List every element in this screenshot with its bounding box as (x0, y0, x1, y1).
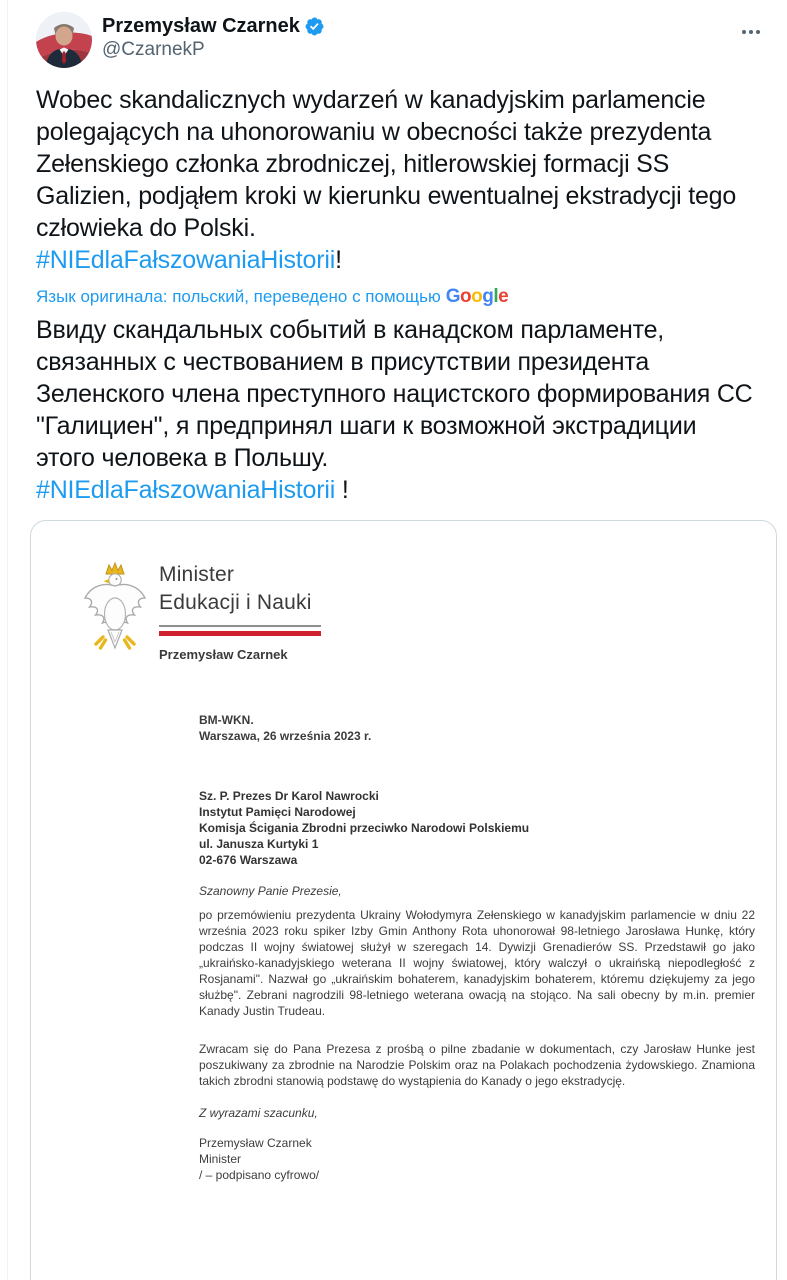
author-identity (102, 12, 325, 62)
tweet-text-polish (36, 84, 761, 276)
user-handle[interactable]: @CzarnekP (102, 39, 205, 60)
flag-bar (159, 625, 321, 636)
avatar-image (36, 12, 92, 68)
addressee-line: Instytut Pamięci Narodowej (199, 805, 356, 819)
letter-header (81, 561, 730, 662)
tweet-body-polish: Wobec skandalicznych wydarzeń w kanadyjskim parlamencie polegających na uhonorowaniu w obecności także prezydenta Zełenskiego członka zbrodniczej, hitlerowskiej formacji SS Galizien, podjąłem kroki w kierunku ewentualnej ekstradycji tego człowieka do Polski. (36, 86, 737, 242)
letter-paragraph-1: po przemówieniu prezydenta Ukrainy Wołodymyra Zełenskiego w kanadyjskim parlamencie w dniu 22 września 2023 roku spiker Izby Gmin Anthony Rota uhonorował 98-letniego Jarosława Hunkę, który podczas II wojny światowej służył w szeregach 14. Dywizji Grenadierów SS. Przedstawił go jako „ukraińsko-kanadyjskiego weterana II wojny światowej, który walczył o ukraińską niepodległość z Rosjanami". Nazwał go „ukraińskim bohaterem, kanadyjskim bohaterem, któremu dziękujemy za jego służbę". Zebrani nagrodzili 98-letniego weterana owacją na stojąco. Na sali obecny by m.in. premier Kanady Justin Trudeau. (199, 908, 755, 1018)
addressee-line: Sz. P. Prezes Dr Karol Nawrocki (199, 789, 379, 803)
addressee-line: ul. Janusza Kurtyki 1 (199, 837, 319, 851)
letter-date: Warszawa, 26 września 2023 r. (199, 729, 372, 743)
attached-image-card[interactable] (30, 520, 777, 1280)
tweet-header (0, 0, 787, 68)
ministry-block (159, 561, 321, 662)
ministry-title-line1: Minister (159, 563, 235, 586)
author-name-row (102, 14, 325, 38)
letter-document (31, 521, 776, 1183)
google-letter: g (482, 286, 494, 307)
signature-title: Minister (199, 1152, 242, 1166)
google-letter: G (445, 286, 460, 307)
translation-notice-label: Язык оригинала: польский, переведено с помощью (36, 287, 441, 306)
translation-notice-link[interactable] (36, 286, 761, 308)
more-options-button[interactable] (739, 12, 763, 49)
reference-block (199, 712, 755, 744)
signature-block (199, 1135, 755, 1183)
minister-name: Przemysław Czarnek (159, 647, 288, 662)
salutation: Szanowny Panie Prezesie, (199, 884, 342, 898)
hashtag-link-russian[interactable]: #NIEdlaFałszowaniaHistorii (36, 476, 336, 504)
google-letter: e (498, 286, 509, 307)
google-logo-icon (446, 286, 508, 308)
verified-icon (304, 16, 325, 37)
tweet-text-russian (36, 314, 761, 506)
ministry-title-line2: Edukacji i Nauki (159, 591, 312, 614)
signature-digital-note: / – podpisano cyfrowo/ (199, 1168, 320, 1182)
addressee-block (199, 788, 755, 868)
addressee-line: Komisja Ścigania Zbrodni przeciwko Narodowi Polskiemu (199, 821, 530, 835)
hashtag-link-polish[interactable]: #NIEdlaFałszowaniaHistorii (36, 246, 336, 274)
closing-phrase: Z wyrazami szacunku, (199, 1106, 318, 1120)
google-letter: o (460, 286, 472, 307)
polish-eagle-emblem-icon (81, 561, 149, 661)
hashtag-suffix-russian: ! (335, 476, 349, 504)
flag-bar-red-stripe (159, 631, 321, 636)
google-letter: o (471, 286, 483, 307)
addressee-line: 02-676 Warszawa (199, 853, 298, 867)
hashtag-suffix-polish: ! (335, 246, 342, 274)
avatar[interactable] (36, 12, 92, 68)
more-horizontal-icon (739, 20, 763, 44)
signature-name: Przemysław Czarnek (199, 1136, 312, 1150)
google-letter: l (493, 286, 499, 307)
display-name[interactable]: Przemysław Czarnek (102, 15, 300, 37)
ministry-title (159, 561, 321, 617)
letter-body (199, 712, 755, 1183)
letter-paragraph-2: Zwracam się do Pana Prezesa z prośbą o pilne zbadanie w dokumentach, czy Jarosław Hunke jest poszukiwany za zbrodnie na Narodzie Polskim oraz na Polakach pochodzenia żydowskiego. Znamiona takich zbrodni stanowią podstawę do wystąpienia do Kanady o jego ekstradycję. (199, 1042, 755, 1088)
reference-number: BM-WKN. (199, 713, 254, 727)
tweet-body-russian: Ввиду скандальных событий в канадском парламенте, связанных с чествованием в присутствии президента Зеленского члена преступного нацистского формирования СС "Галициен", я предпринял шаги к возможной экстрадиции этого человека в Польшу. (36, 316, 753, 472)
